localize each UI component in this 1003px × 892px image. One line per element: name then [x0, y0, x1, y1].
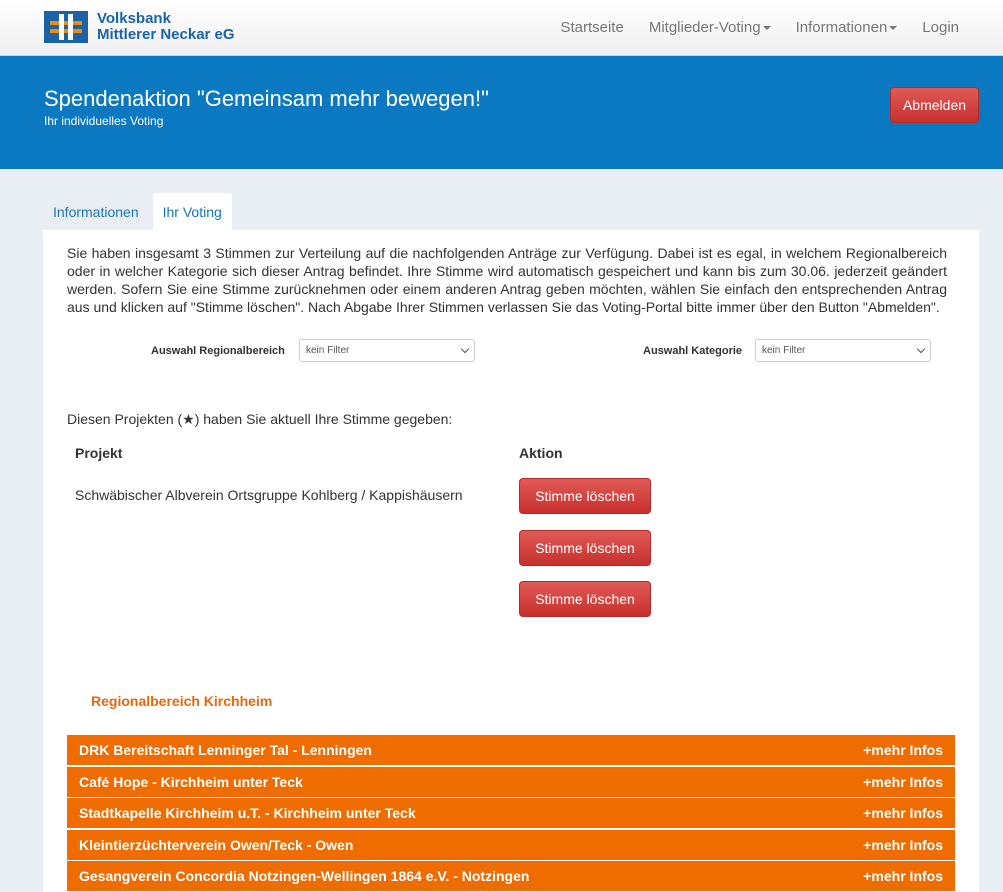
more-info-toggle[interactable]: +mehr Infos: [863, 868, 943, 884]
chevron-down-icon: [917, 345, 925, 353]
nav-info-label: Informationen: [795, 18, 888, 36]
project-row[interactable]: [67, 767, 955, 797]
page-title: Spendenaktion "Gemeinsam mehr bewegen!": [44, 86, 489, 111]
project-row[interactable]: [67, 735, 955, 765]
volksbank-logo-icon: [44, 11, 88, 43]
top-navbar: [0, 0, 1003, 56]
nav-home[interactable]: Startseite: [560, 18, 624, 36]
project-list: [67, 735, 955, 892]
brand-line-2: Mittlerer Neckar eG: [97, 26, 235, 43]
chevron-down-icon: [461, 345, 469, 353]
brand-name: [97, 11, 235, 43]
category-filter-value: kein Filter: [762, 345, 806, 356]
caret-down-icon: [763, 26, 771, 30]
project-row[interactable]: [67, 830, 955, 860]
project-name: DRK Bereitschaft Lenninger Tal - Lenningen: [79, 742, 372, 758]
brand-logo-link[interactable]: [44, 11, 235, 43]
project-name: Gesangverein Concordia Notzingen-Wellingen 1864 e.V. - Notzingen: [79, 868, 530, 884]
voted-projects-heading: Diesen Projekten (★) haben Sie aktuell Ihre Stimme gegeben:: [67, 411, 453, 427]
nav-voting-label: Mitglieder-Voting: [648, 18, 761, 36]
column-header-project: Projekt: [75, 445, 123, 461]
nav-voting-dropdown[interactable]: [649, 19, 771, 36]
more-info-toggle[interactable]: +mehr Infos: [863, 742, 943, 758]
project-name: Café Hope - Kirchheim unter Teck: [79, 773, 303, 790]
intro-text: Sie haben insgesamt 3 Stimmen zur Verteilung auf die nachfolgenden Anträge zur Verfügung. Dabei ist es egal, in welchem Regionalbereich oder in welcher Kategorie sich dieser Antrag befindet. Ihre Stimme wird automatisch gespeichert und kann bis zum 30.06. jederzeit geändert werden. Sofern Sie eine Stimme zurücknehmen oder einem anderen Antrag geben möchten, wählen Sie einfach den entsprechenden Antrag aus und klicken auf "Stimme löschen". Nach Abgabe Ihrer Stimmen verlassen Sie das Voting-Portal bitte immer über den Button "Abmelden".: [67, 245, 947, 315]
brand-line-1: Volksbank: [97, 10, 171, 27]
region-filter-select[interactable]: [299, 339, 475, 362]
caret-down-icon: [889, 26, 897, 30]
project-row[interactable]: [67, 861, 955, 891]
delete-vote-button-2[interactable]: Stimme löschen: [519, 530, 651, 566]
tab-bar: [43, 193, 232, 230]
logout-button[interactable]: Abmelden: [890, 87, 979, 123]
more-info-toggle[interactable]: +mehr Infos: [863, 805, 943, 821]
region-filter-value: kein Filter: [306, 345, 350, 356]
delete-vote-button-3[interactable]: Stimme löschen: [519, 581, 651, 617]
region-section-title: Regionalbereich Kirchheim: [91, 693, 273, 709]
column-header-action: Aktion: [519, 445, 563, 461]
project-name: Stadtkapelle Kirchheim u.T. - Kirchheim unter Teck: [79, 805, 416, 821]
category-filter-label: Auswahl Kategorie: [643, 345, 743, 357]
voted-project-name: Schwäbischer Albverein Ortsgruppe Kohlberg / Kappishäusern: [75, 487, 463, 503]
delete-vote-button-1[interactable]: Stimme löschen: [519, 478, 651, 514]
tab-ihr-voting[interactable]: Ihr Voting: [153, 193, 232, 230]
nav-login[interactable]: Login: [922, 18, 959, 36]
more-info-toggle[interactable]: +mehr Infos: [863, 773, 943, 790]
page-header-banner: [0, 56, 1003, 169]
nav-info-dropdown[interactable]: [796, 19, 898, 36]
main-nav: [535, 0, 959, 54]
region-filter-label: Auswahl Regionalbereich: [151, 345, 285, 357]
voting-panel: [43, 230, 979, 892]
category-filter-select[interactable]: [755, 339, 931, 362]
tab-informationen[interactable]: Informationen: [53, 203, 139, 220]
page-subtitle: Ihr individuelles Voting: [44, 114, 164, 128]
project-row[interactable]: [67, 798, 955, 828]
more-info-toggle[interactable]: +mehr Infos: [863, 836, 943, 853]
project-name: Kleintierzüchterverein Owen/Teck - Owen: [79, 836, 354, 853]
